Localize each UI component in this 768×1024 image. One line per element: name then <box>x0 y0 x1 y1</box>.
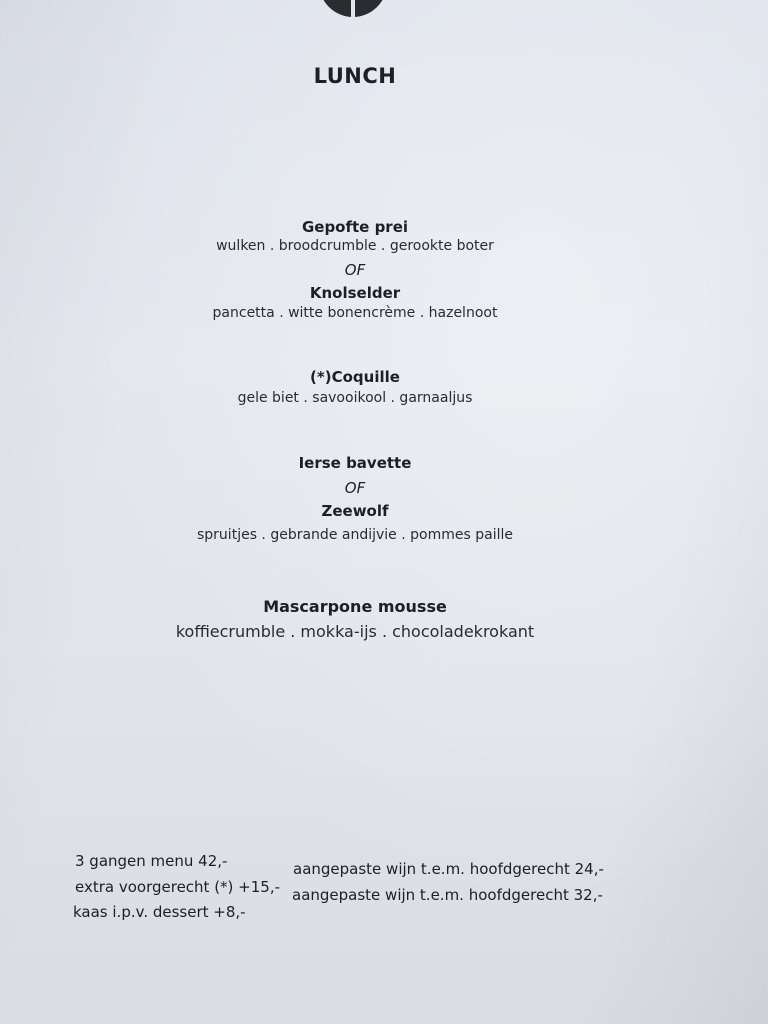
dish-description-zeewolf: spruitjes . gebrande andijvie . pommes paille <box>197 527 513 543</box>
price-extra-starter: extra voorgerecht (*) +15,- <box>75 878 281 896</box>
dish-name-mascarpone-mousse: Mascarpone mousse <box>263 597 447 616</box>
dish-name-zeewolf: Zeewolf <box>321 502 389 520</box>
or-separator: OF <box>344 479 366 497</box>
dish-description-mascarpone-mousse: koffiecrumble . mokka-ijs . chocoladekrokant <box>175 622 535 641</box>
dish-description-gepofte-prei: wulken . broodcrumble . gerookte boter <box>216 238 494 254</box>
dish-description-knolselder: pancetta . witte bonencrème . hazelnoot <box>212 305 498 321</box>
dish-name-gepofte-prei: Gepofte prei <box>301 218 409 236</box>
dish-name-coquille: (*)Coquille <box>310 368 400 386</box>
dish-name-ierse-bavette: Ierse bavette <box>298 454 412 472</box>
dish-name-knolselder: Knolselder <box>309 284 401 302</box>
price-cheese-instead-dessert: kaas i.p.v. dessert +8,- <box>73 903 246 921</box>
price-wine-pairing-2: aangepaste wijn t.e.m. hoofdgerecht 32,- <box>292 886 603 904</box>
or-separator: OF <box>344 261 366 279</box>
menu-title: LUNCH <box>313 64 397 88</box>
dish-description-coquille: gele biet . savooikool . garnaaljus <box>237 390 473 406</box>
restaurant-logo-icon <box>318 0 388 18</box>
price-three-courses: 3 gangen menu 42,- <box>75 852 228 870</box>
price-wine-pairing-1: aangepaste wijn t.e.m. hoofdgerecht 24,- <box>293 860 604 878</box>
